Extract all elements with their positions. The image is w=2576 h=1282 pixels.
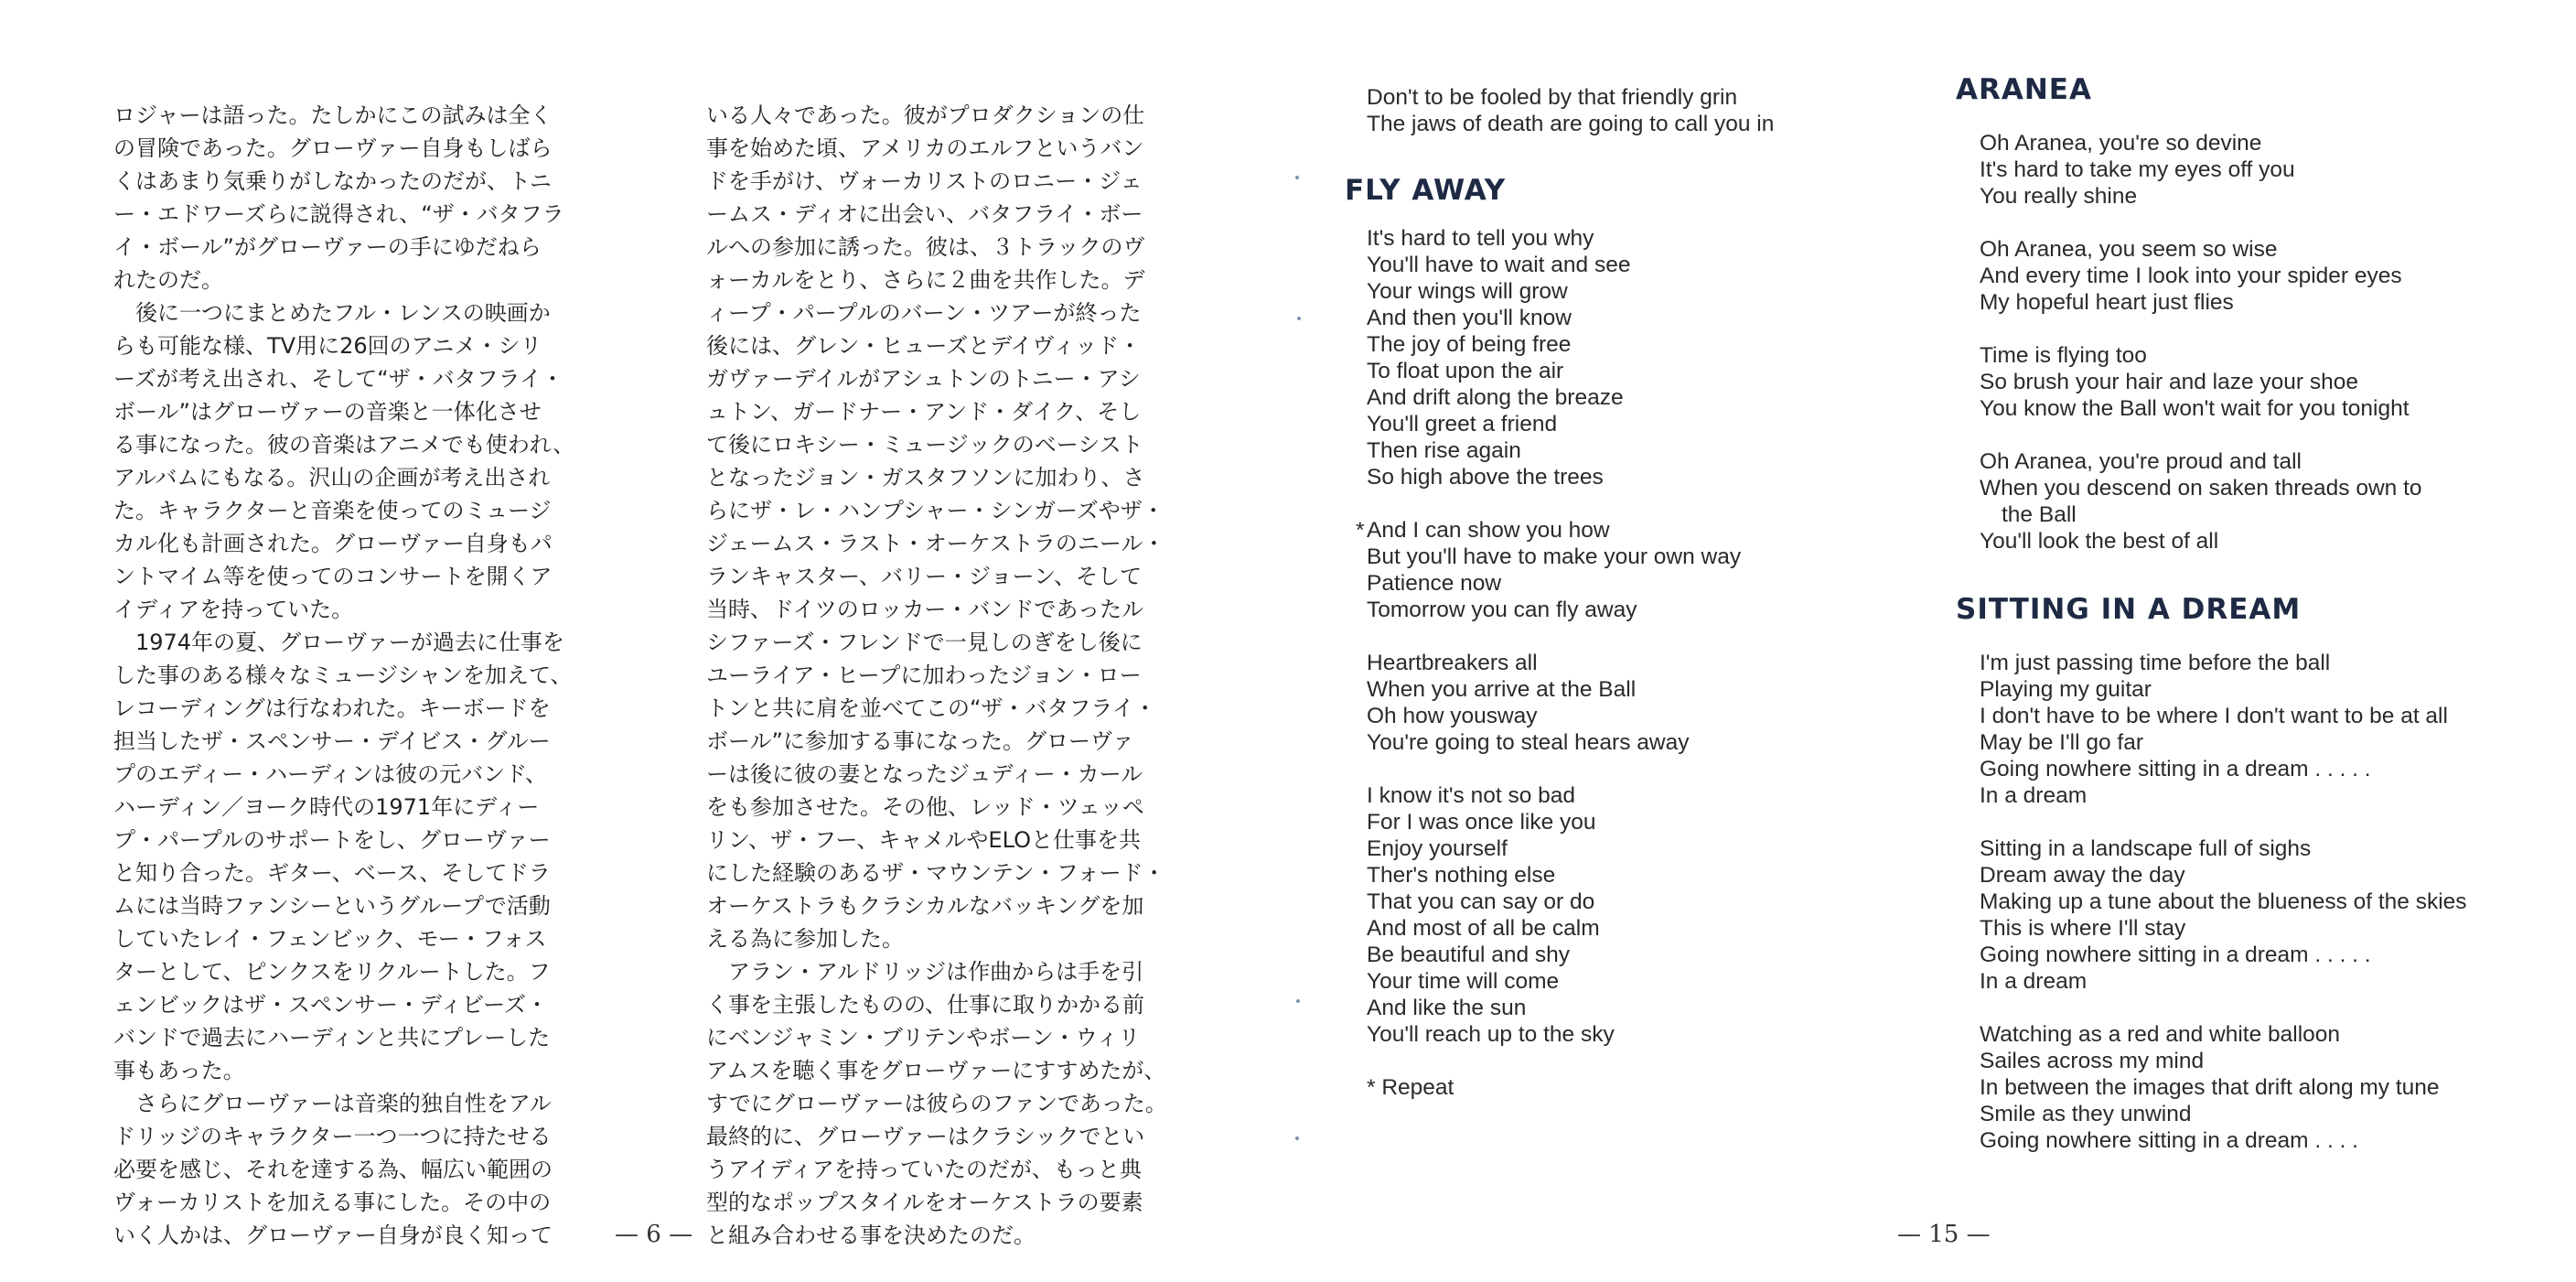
lyric-line: For I was once like you — [1367, 810, 1596, 835]
text-line: リン、ザ・フー、キャメルやELOと仕事を共 — [706, 827, 1141, 853]
lyric-line: In a dream — [1980, 783, 2088, 808]
text-line: ー・エドワーズらに説得され、“ザ・バタフラ — [113, 201, 564, 227]
text-line: ーズが考え出され、そして“ザ・バタフライ・ — [113, 366, 564, 392]
text-line: らも可能な様、TV用に26回のアニメ・シリ — [113, 333, 542, 359]
lyric-line: Watching as a red and white balloon — [1980, 1022, 2341, 1047]
lyric-line: Your time will come — [1367, 969, 1560, 994]
lyric-line: Dream away the day — [1980, 863, 2185, 888]
text-line: ーは後に彼の妻となったジュディー・カール — [706, 761, 1143, 787]
lyric-line: Oh Aranea, you seem so wise — [1980, 237, 2278, 262]
text-line: にした経験のあるザ・マウンテン・フォード・ — [706, 860, 1165, 886]
lyric-line: You'll look the best of all — [1980, 529, 2219, 554]
sitting-in-a-dream-lyrics — [1956, 650, 2541, 1154]
lyric-line: Patience now — [1367, 571, 1502, 596]
text-line: イ・ボール”がグローヴァーの手にゆだねら — [113, 234, 542, 260]
lyric-line: So brush your hair and laze your shoe — [1980, 370, 2359, 394]
text-line: くはあまり気乗りがしなかったのだが、トニ — [113, 168, 553, 194]
text-line: ュトン、ガードナー・アンド・ダイク、そし — [706, 399, 1142, 425]
lyric-line: When you descend on saken threads own to — [1980, 476, 2422, 501]
text-line: アラン・アルドリッジは作曲からは手を引 — [706, 959, 1144, 985]
lyric-line: Oh Aranea, you're so devine — [1980, 131, 2262, 156]
text-line: ィープ・パープルのバーン・ツアーが終った — [706, 300, 1142, 326]
text-line: く事を主張したものの、仕事に取りかかる前 — [706, 992, 1145, 1018]
lyric-line: Heartbreakers all — [1367, 651, 1538, 675]
text-line: すでにグローヴァーは彼らのファンであった。 — [706, 1091, 1167, 1116]
text-line: ランキャスター、バリー・ジョーン、そして — [706, 564, 1143, 589]
lyric-line: And every time I look into your spider eyes — [1980, 264, 2402, 288]
lyric-line: Sailes across my mind — [1980, 1049, 2205, 1073]
page-number-right: — 15 — — [1897, 1221, 1991, 1248]
lyrics-column-1 — [1345, 84, 1842, 1101]
text-line: うアイディアを持っていたのだが、もっと典 — [706, 1157, 1142, 1182]
lyric-line: So high above the trees — [1367, 465, 1604, 490]
text-line: ボール”に参加する事になった。グローヴァ — [706, 728, 1134, 754]
speck-mark — [1297, 317, 1301, 320]
lyric-line: Time is flying too — [1980, 343, 2147, 368]
lyric-line: But you'll have to make your own way — [1367, 544, 1742, 569]
text-line: ォーカルをとり、さらに２曲を共作した。デ — [706, 267, 1145, 293]
text-line: いる人々であった。彼がプロダクションの仕 — [706, 102, 1145, 128]
text-line: イディアを持っていた。 — [113, 597, 354, 622]
lyric-text: And I can show you how — [1367, 518, 1610, 543]
text-line: さらにグローヴァーは音楽的独自性をアル — [113, 1091, 552, 1116]
japanese-column-2 — [706, 99, 1228, 1252]
lyric-line: Oh Aranea, you're proud and tall — [1980, 449, 2302, 474]
lyrics-column-2 — [1956, 73, 2541, 1154]
text-line: 後に一つにまとめたフル・レンスの映画か — [113, 300, 551, 326]
lyric-line: To float upon the air — [1367, 359, 1564, 383]
lyric-line: Smile as they unwind — [1980, 1102, 2192, 1126]
song-title-fly-away: FLY AWAY — [1345, 174, 1507, 207]
text-line: シファーズ・フレンドで一見しのぎをし後に — [706, 630, 1143, 655]
text-line: バンドで過去にハーディンと共にプレーした — [113, 1025, 551, 1050]
lyric-line: My hopeful heart just flies — [1980, 290, 2234, 315]
text-line: ェンビックはザ・スペンサー・ディビーズ・ — [113, 992, 548, 1018]
text-line: 後には、グレン・ヒューズとデイヴィッド・ — [706, 333, 1142, 359]
lyric-line: Ther's nothing else — [1367, 863, 1556, 888]
text-line: をも参加させた。その他、レッド・ツェッペ — [706, 794, 1144, 820]
text-line: ガヴァーデイルがアシュトンのトニー・アシ — [706, 366, 1141, 392]
lyric-line: Enjoy yourself — [1367, 836, 1508, 861]
text-line: ヴォーカリストを加える事にした。その中の — [113, 1190, 552, 1215]
text-line: と知り合った。ギター、ベース、そしてドラ — [113, 860, 551, 886]
song-title-aranea: ARANEA — [1956, 73, 2092, 106]
stanza-gap — [1980, 809, 2541, 835]
text-line: ドリッジのキャラクター一つ一つに持たせる — [113, 1124, 552, 1149]
lyric-line: You'll greet a friend — [1367, 412, 1558, 436]
text-line: アムスを聴く事をグローヴァーにすすめたが、 — [706, 1058, 1166, 1083]
lyric-line: Then rise again — [1367, 438, 1521, 463]
stanza-gap — [1980, 422, 2541, 448]
page-number-left: — 6 — — [615, 1221, 693, 1248]
lyric-line: When you arrive at the Ball — [1367, 677, 1637, 702]
lyric-line: The jaws of death are going to call you in — [1367, 112, 1775, 136]
lyric-line: You're going to steal hears away — [1367, 730, 1690, 755]
lyric-line: Going nowhere sitting in a dream . . . . — [1980, 1128, 2358, 1153]
text-line: 事を始めた頃、アメリカのエルフというバン — [706, 135, 1144, 161]
japanese-column-1 — [113, 99, 626, 1252]
lyric-line: Your wings will grow — [1367, 279, 1568, 304]
text-line: した事のある様々なミュージシャンを加えて、 — [113, 663, 573, 688]
lyric-line: You really shine — [1980, 184, 2138, 209]
lyric-line: May be I'll go far — [1980, 730, 2143, 755]
text-line: ユーライア・ヒープに加わったジョン・ロー — [706, 663, 1142, 688]
aranea-lyrics — [1956, 130, 2541, 555]
text-line: ントマイム等を使ってのコンサートを開くア — [113, 564, 553, 589]
stanza-gap — [1980, 316, 2541, 342]
text-line: 当時、ドイツのロッカー・バンドであったル — [706, 597, 1144, 622]
text-line: る事になった。彼の音楽はアニメでも使われ、 — [113, 432, 575, 458]
text-line: 最終的に、グローヴァーはクラシックでとい — [706, 1124, 1145, 1149]
text-line: らにザ・レ・ハンプシャー・シンガーズやザ・ — [706, 498, 1165, 523]
text-line: た。キャラクターと音楽を使ってのミュージ — [113, 498, 552, 523]
text-line: プ・パープルのサポートをし、グローヴァー — [113, 827, 551, 853]
lyric-line: And most of all be calm — [1367, 916, 1600, 941]
stanza-gap — [1367, 623, 1842, 650]
lyric-line: And drift along the breaze — [1367, 385, 1624, 410]
text-line: ターとして、ピンクスをリクルートした。フ — [113, 959, 551, 985]
text-line: 担当したザ・スペンサー・デイビス・グルー — [113, 728, 551, 754]
text-line: ドを手がけ、ヴォーカリストのロニー・ジェ — [706, 168, 1143, 194]
text-line: ハーディン／ヨーク時代の1971年にディー — [113, 794, 540, 820]
lyric-line: Oh how yousway — [1367, 704, 1538, 728]
text-line: と組み合わせる事を決めたのだ。 — [706, 1223, 1036, 1248]
lyric-line: Making up a tune about the blueness of the skies — [1980, 889, 2467, 914]
intro-lines — [1367, 84, 1842, 137]
text-line: ームス・ディオに出会い、バタフライ・ボー — [706, 201, 1143, 227]
text-line: していたレイ・フェンビック、モー・フォス — [113, 926, 547, 952]
lyric-line: You'll have to wait and see — [1367, 253, 1631, 277]
text-line: にベンジャミン・ブリテンやボーン・ウィリ — [706, 1025, 1141, 1050]
text-line: オーケストラもクラシカルなバッキングを加 — [706, 893, 1144, 919]
text-line: える為に参加した。 — [706, 926, 904, 952]
text-line: レコーディングは行なわれた。キーボードを — [113, 695, 551, 721]
text-line: ジェームス・ラスト・オーケストラのニール・ — [706, 531, 1165, 556]
text-line: 必要を感じ、それを達する為、幅広い範囲の — [113, 1157, 553, 1182]
lyric-line: Tomorrow you can fly away — [1367, 598, 1637, 622]
lyric-line: I know it's not so bad — [1367, 783, 1576, 808]
text-line: の冒険であった。グローヴァー自身もしばら — [113, 135, 553, 161]
text-line: 事もあった。 — [113, 1058, 245, 1083]
stanza-gap — [1367, 756, 1842, 782]
text-line: トンと共に肩を並べてこの“ザ・バタフライ・ — [706, 695, 1156, 721]
text-line: ムには当時ファンシーというグループで活動 — [113, 893, 551, 919]
lyric-line: Going nowhere sitting in a dream . . . . . — [1980, 943, 2371, 967]
stanza-gap — [1367, 1048, 1842, 1074]
speck-mark — [1295, 176, 1299, 179]
text-line: アルバムにもなる。沢山の企画が考え出され — [113, 465, 551, 490]
lyric-line: In between the images that drift along my tune — [1980, 1075, 2440, 1100]
chorus-asterisk: * — [1356, 518, 1365, 543]
lyric-line: Playing my guitar — [1980, 677, 2152, 702]
text-line: となったジョン・ガスタフソンに加わり、さ — [706, 465, 1145, 490]
lyric-line: It's hard to take my eyes off you — [1980, 157, 2295, 182]
text-line: れたのだ。 — [113, 267, 223, 293]
fly-away-lyrics — [1356, 225, 1842, 1101]
text-line: 1974年の夏、グローヴァーが過去に仕事を — [113, 630, 564, 655]
lyric-line — [1356, 517, 1842, 544]
lyric-line: The joy of being free — [1367, 332, 1572, 357]
stanza-gap — [1980, 995, 2541, 1021]
lyric-line: You know the Ball won't wait for you tonight — [1980, 396, 2410, 421]
text-line: 型的なポップスタイルをオーケストラの要素 — [706, 1190, 1143, 1215]
lyric-line: And then you'll know — [1367, 306, 1572, 330]
lyric-line: Going nowhere sitting in a dream . . . . . — [1980, 757, 2371, 781]
lyric-line: Be beautiful and shy — [1367, 943, 1571, 967]
song-title-sitting-in-a-dream: SITTING IN A DREAM — [1956, 593, 2302, 626]
lyric-line: Don't to be fooled by that friendly grin — [1367, 85, 1738, 110]
text-line: ロジャーは語った。たしかにこの試みは全く — [113, 102, 553, 128]
lyric-line: Sitting in a landscape full of sighs — [1980, 836, 2312, 861]
lyric-line: That you can say or do — [1367, 889, 1595, 914]
text-line: ボール”はグローヴァーの音楽と一体化させ — [113, 399, 542, 425]
lyric-line: In a dream — [1980, 969, 2088, 994]
repeat-note: * Repeat — [1367, 1075, 1454, 1100]
lyric-line: You'll reach up to the sky — [1367, 1022, 1615, 1047]
lyric-line: It's hard to tell you why — [1367, 226, 1594, 251]
lyric-line: the Ball — [2002, 502, 2077, 527]
lyric-line: I'm just passing time before the ball — [1980, 651, 2331, 675]
stanza-gap — [1980, 210, 2541, 236]
text-line: カル化も計画された。グローヴァー自身もパ — [113, 531, 553, 556]
text-line: て後にロキシー・ミュージックのベーシスト — [706, 432, 1143, 458]
lyric-line: This is where I'll stay — [1980, 916, 2186, 941]
lyric-line: And like the sun — [1367, 996, 1527, 1020]
speck-mark — [1296, 999, 1300, 1003]
lyric-line: I don't have to be where I don't want to be at all — [1980, 704, 2448, 728]
text-line: プのエディー・ハーディンは彼の元バンド、 — [113, 761, 547, 787]
stanza-gap — [1367, 490, 1842, 517]
speck-mark — [1295, 1137, 1299, 1140]
text-line: いく人かは、グローヴァー自身が良く知って — [113, 1223, 553, 1248]
text-line: ルへの参加に誘った。彼は、３トラックのヴ — [706, 234, 1145, 260]
